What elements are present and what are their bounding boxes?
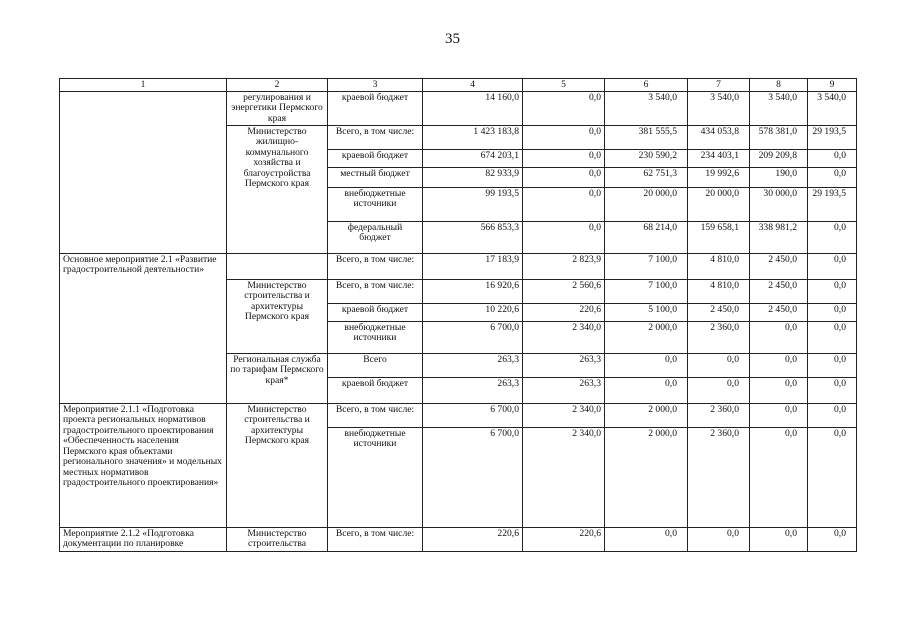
value-cell: 0,0 [688, 527, 750, 551]
value-cell: 263,3 [523, 353, 605, 377]
value-cell: 0,0 [523, 91, 605, 125]
value-cell: 0,0 [523, 125, 605, 149]
value-cell: 0,0 [688, 353, 750, 377]
value-cell: 19 992,6 [688, 167, 750, 187]
value-cell: 2 360,0 [688, 321, 750, 353]
value-cell: 4 810,0 [688, 253, 750, 279]
value-cell: 6 700,0 [423, 321, 523, 353]
value-cell: 159 658,1 [688, 221, 750, 253]
column-header: 9 [808, 79, 857, 92]
value-cell: 0,0 [808, 221, 857, 253]
source-cell: федеральный бюджет [328, 221, 423, 253]
value-cell: 99 193,5 [423, 187, 523, 221]
value-cell: 434 053,8 [688, 125, 750, 149]
activity-cell: Мероприятие 2.1.2 «Подготовка документации по планировке [60, 527, 227, 551]
value-cell: 263,3 [423, 353, 523, 377]
value-cell: 0,0 [605, 377, 688, 403]
value-cell: 0,0 [808, 149, 857, 167]
value-cell: 0,0 [605, 353, 688, 377]
value-cell: 0,0 [808, 377, 857, 403]
value-cell: 0,0 [808, 303, 857, 321]
value-cell: 381 555,5 [605, 125, 688, 149]
column-header: 6 [605, 79, 688, 92]
value-cell: 2 000,0 [605, 427, 688, 527]
value-cell: 0,0 [523, 167, 605, 187]
source-cell: Всего, в том числе: [328, 253, 423, 279]
value-cell: 1 423 183,8 [423, 125, 523, 149]
source-cell: краевой бюджет [328, 91, 423, 125]
value-cell: 4 810,0 [688, 279, 750, 303]
value-cell: 0,0 [808, 321, 857, 353]
value-cell: 3 540,0 [688, 91, 750, 125]
table-row [60, 403, 857, 427]
value-cell: 5 100,0 [605, 303, 688, 321]
value-cell: 30 000,0 [750, 187, 808, 221]
value-cell: 2 340,0 [523, 427, 605, 527]
value-cell: 29 193,5 [808, 187, 857, 221]
value-cell: 2 560,6 [523, 279, 605, 303]
value-cell: 0,0 [808, 527, 857, 551]
value-cell: 82 933,9 [423, 167, 523, 187]
source-cell: внебюджетные источники [328, 427, 423, 527]
executor-cell: регулирования и энергетики Пермского края [227, 91, 328, 125]
executor-cell: Министерство строительства и архитектуры Пермского края [227, 403, 328, 527]
source-cell: Всего [328, 353, 423, 377]
value-cell: 0,0 [523, 221, 605, 253]
value-cell: 2 360,0 [688, 427, 750, 527]
value-cell: 0,0 [688, 377, 750, 403]
value-cell: 3 540,0 [808, 91, 857, 125]
executor-cell: Министерство строительства и архитектуры Пермского края [227, 279, 328, 353]
table-row [60, 527, 857, 551]
column-header: 7 [688, 79, 750, 92]
value-cell: 0,0 [523, 149, 605, 167]
table-row [60, 91, 857, 125]
value-cell: 17 183,9 [423, 253, 523, 279]
source-cell: краевой бюджет [328, 377, 423, 403]
value-cell: 0,0 [605, 527, 688, 551]
page-number: 35 [445, 31, 460, 47]
source-cell: краевой бюджет [328, 149, 423, 167]
value-cell: 230 590,2 [605, 149, 688, 167]
value-cell: 29 193,5 [808, 125, 857, 149]
value-cell: 0,0 [750, 403, 808, 427]
source-cell: краевой бюджет [328, 303, 423, 321]
value-cell: 0,0 [750, 377, 808, 403]
value-cell: 0,0 [750, 427, 808, 527]
value-cell: 6 700,0 [423, 403, 523, 427]
value-cell: 2 450,0 [750, 253, 808, 279]
value-cell: 0,0 [808, 279, 857, 303]
value-cell: 2 340,0 [523, 321, 605, 353]
value-cell: 2 450,0 [688, 303, 750, 321]
source-cell: Всего, в том числе: [328, 403, 423, 427]
value-cell: 7 100,0 [605, 279, 688, 303]
executor-cell: Министерство строительства [227, 527, 328, 551]
source-cell: внебюджетные источники [328, 321, 423, 353]
value-cell: 338 981,2 [750, 221, 808, 253]
value-cell: 3 540,0 [750, 91, 808, 125]
value-cell: 0,0 [523, 187, 605, 221]
value-cell: 209 209,8 [750, 149, 808, 167]
value-cell: 6 700,0 [423, 427, 523, 527]
column-header: 4 [423, 79, 523, 92]
table-row [60, 253, 857, 279]
value-cell: 3 540,0 [605, 91, 688, 125]
activity-cell [60, 91, 227, 253]
value-cell: 0,0 [750, 321, 808, 353]
value-cell: 62 751,3 [605, 167, 688, 187]
executor-cell: Региональная служба по тарифам Пермского края* [227, 353, 328, 403]
value-cell: 220,6 [523, 303, 605, 321]
value-cell: 234 403,1 [688, 149, 750, 167]
header-row [60, 79, 857, 92]
value-cell: 20 000,0 [688, 187, 750, 221]
column-header: 8 [750, 79, 808, 92]
value-cell: 2 450,0 [750, 279, 808, 303]
source-cell: Всего, в том числе: [328, 279, 423, 303]
value-cell: 7 100,0 [605, 253, 688, 279]
column-header: 1 [60, 79, 227, 92]
value-cell: 674 203,1 [423, 149, 523, 167]
value-cell: 0,0 [750, 353, 808, 377]
column-header: 5 [523, 79, 605, 92]
executor-cell [227, 253, 328, 279]
value-cell: 0,0 [808, 427, 857, 527]
activity-cell: Основное мероприятие 2.1 «Развитие градостроительной деятельности» [60, 253, 227, 403]
activity-cell: Мероприятие 2.1.1 «Подготовка проекта региональных нормативов градостроительного проектирования «Обеспеченность населения Пермского края объектами регионального значения» и модельных местных нормативов градостроительного проектирования» [60, 403, 227, 527]
value-cell: 14 160,0 [423, 91, 523, 125]
value-cell: 0,0 [808, 253, 857, 279]
value-cell: 263,3 [423, 377, 523, 403]
value-cell: 220,6 [423, 527, 523, 551]
value-cell: 0,0 [750, 527, 808, 551]
value-cell: 2 000,0 [605, 403, 688, 427]
executor-cell: Министерство жилищно-коммунального хозяйства и благоустройства Пермского края [227, 125, 328, 253]
budget-table [59, 78, 857, 552]
column-header: 3 [328, 79, 423, 92]
value-cell: 2 823,9 [523, 253, 605, 279]
value-cell: 263,3 [523, 377, 605, 403]
value-cell: 578 381,0 [750, 125, 808, 149]
value-cell: 2 340,0 [523, 403, 605, 427]
value-cell: 0,0 [808, 353, 857, 377]
value-cell: 220,6 [523, 527, 605, 551]
source-cell: Всего, в том числе: [328, 527, 423, 551]
value-cell: 2 360,0 [688, 403, 750, 427]
value-cell: 190,0 [750, 167, 808, 187]
value-cell: 20 000,0 [605, 187, 688, 221]
value-cell: 2 450,0 [750, 303, 808, 321]
column-header: 2 [227, 79, 328, 92]
value-cell: 0,0 [808, 167, 857, 187]
value-cell: 0,0 [808, 403, 857, 427]
source-cell: Всего, в том числе: [328, 125, 423, 149]
value-cell: 16 920,6 [423, 279, 523, 303]
value-cell: 566 853,3 [423, 221, 523, 253]
source-cell: внебюджетные источники [328, 187, 423, 221]
source-cell: местный бюджет [328, 167, 423, 187]
value-cell: 10 220,6 [423, 303, 523, 321]
value-cell: 68 214,0 [605, 221, 688, 253]
value-cell: 2 000,0 [605, 321, 688, 353]
